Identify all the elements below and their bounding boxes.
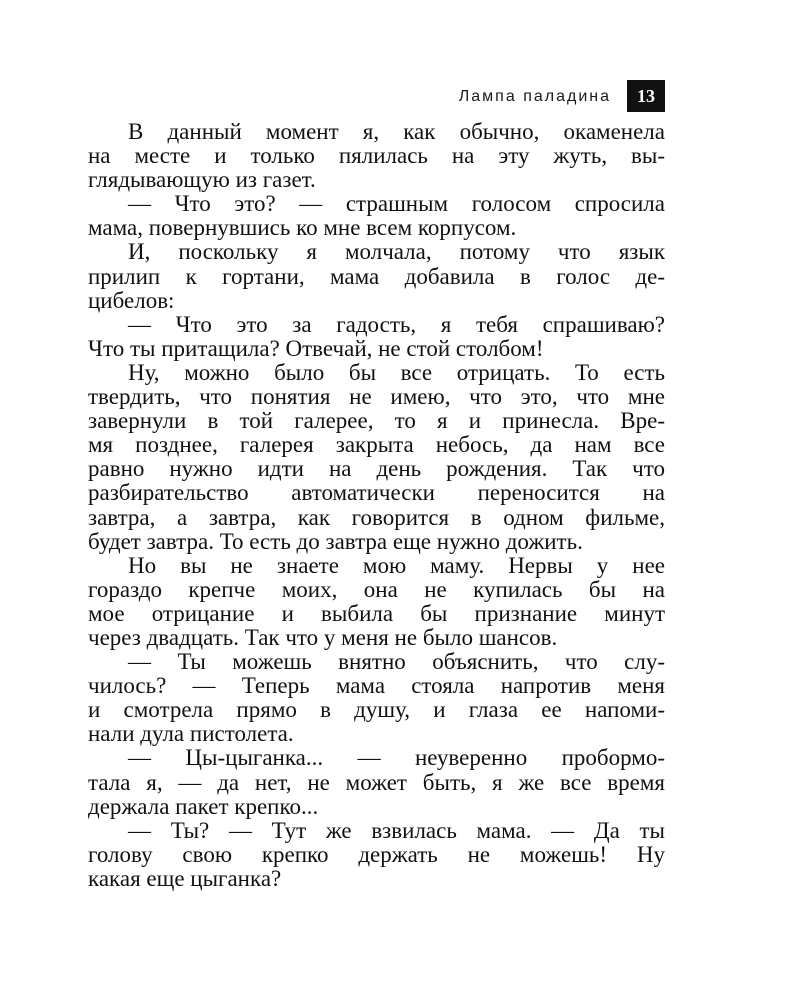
page-header [88,80,665,114]
paragraph [88,120,665,192]
text-line: — Что это за гадость, я тебя спрашиваю? [128,312,665,337]
text-line: мя позднее, галерея закрыта небось, да нам все [88,433,665,458]
text-line: голову свою крепко держать не можешь! Ну [88,842,665,867]
paragraph [88,819,665,891]
text-line: равно нужно идти на день рождения. Так что [88,457,665,482]
paragraph [88,650,665,746]
paragraph [88,240,665,312]
text-line: какая еще цыганка? [88,866,282,891]
paragraph [88,361,665,554]
text-line: мое отрицание и выбила бы признание минут [88,601,665,626]
text-line: Но вы не знаете мою маму. Нервы у нее [128,553,665,578]
paragraph [88,192,665,240]
text-line: — Цы-цыганка... — неуверенно пробормо- [128,746,665,771]
paragraph [88,746,665,818]
text-line: на месте и только пялилась на эту жуть, вы- [88,144,665,169]
text-line: гораздо крепче моих, она не купилась бы на [88,577,665,602]
text-line: глядывающую из газет. [88,168,316,193]
text-line: — Ты? — Тут же взвилась мама. — Да ты [128,818,665,843]
text-line: разбирательство автоматически переносится на [88,481,665,506]
text-line: держала пакет крепко... [88,794,319,819]
text-line: цибелов: [88,288,175,313]
paragraph [88,554,665,650]
text-line: будет завтра. То есть до завтра еще нужно дожить. [88,529,583,554]
text-line: через двадцать. Так что у меня не было шансов. [88,625,558,650]
text-line: мама, повернувшись ко мне всем корпусом. [88,216,517,241]
text-line: Что ты притащила? Отвечай, не стой столбом! [88,336,544,361]
text-line: нали дула пистолета. [88,722,294,747]
text-line: тала я, — да нет, не может быть, я же все время [88,770,665,795]
text-line: твердить, что понятия не имею, что это, что мне [88,385,665,410]
text-line: чилось? — Теперь мама стояла напротив меня [88,674,665,699]
text-line: завернули в той галерее, то я и принесла. Вре- [88,409,665,434]
text-line: и смотрела прямо в душу, и глаза ее напоми- [88,698,665,723]
text-line: — Что это? — страшным голосом спросила [128,192,665,217]
text-line: И, поскольку я молчала, потому что язык [128,240,665,265]
text-line: В данный момент я, как обычно, окаменела [128,120,665,144]
paragraph [88,313,665,361]
running-title: Лампа паладина [458,88,611,105]
text-line: — Ты можешь внятно объяснить, что слу- [128,650,665,675]
text-line: завтра, а завтра, как говорится в одном фильме, [88,505,665,530]
text-line: Ну, можно было бы все отрицать. То есть [128,360,665,385]
body-text [88,120,665,891]
page-number-badge: 13 [627,80,665,112]
text-line: прилип к гортани, мама добавила в голос де- [88,264,665,289]
